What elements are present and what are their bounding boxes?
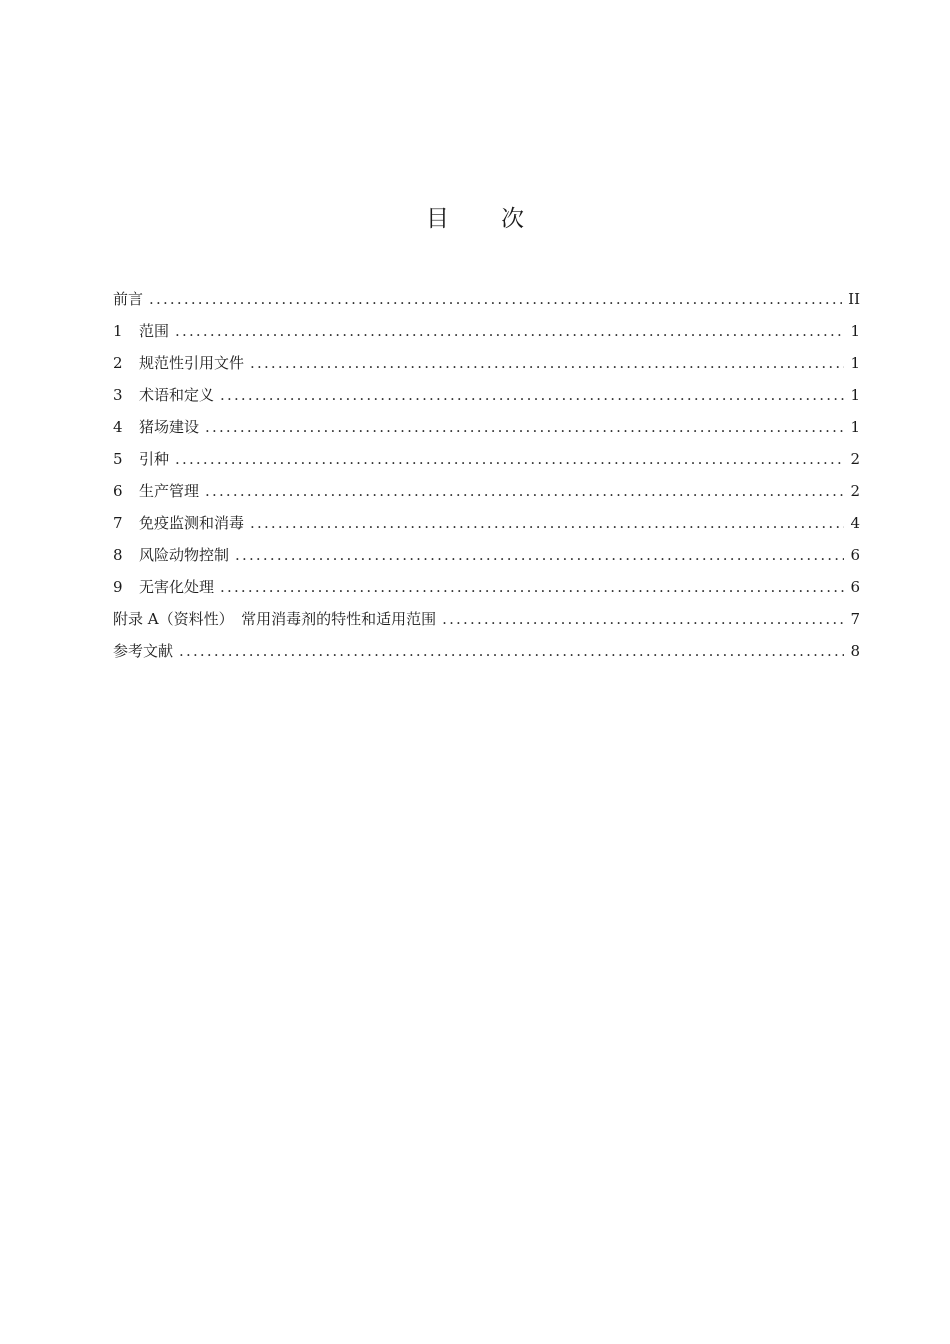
toc-entry-page: 8: [850, 642, 860, 660]
toc-entry-page: 2: [850, 482, 860, 500]
toc-entry-number: 5: [113, 450, 123, 468]
toc-entry-introduction[interactable]: [113, 443, 860, 475]
toc-entry-page: 1: [850, 386, 860, 404]
toc-title-part1: 目: [426, 206, 449, 232]
toc-dot-leader: [220, 379, 844, 411]
toc-entry-number: 1: [113, 322, 123, 340]
toc-dot-leader: [250, 507, 844, 539]
toc-entry-page: 1: [850, 322, 860, 340]
toc-dot-leader: [179, 635, 844, 667]
toc-entry-immunization-disinfection[interactable]: [113, 507, 860, 539]
toc-entry-page: 2: [850, 450, 860, 468]
toc-entry-production-management[interactable]: [113, 475, 860, 507]
toc-entry-page: 7: [850, 610, 860, 628]
toc-entry-number: 9: [113, 578, 123, 596]
toc-entry-normative-references[interactable]: [113, 347, 860, 379]
toc-entry-label: 参考文献: [113, 642, 174, 660]
table-of-contents: [113, 283, 860, 667]
toc-entry-label: 免疫监测和消毒: [139, 514, 245, 532]
toc-entry-label: 生产管理: [139, 482, 200, 500]
toc-entry-label: 规范性引用文件: [139, 354, 245, 372]
toc-dot-leader: [250, 347, 844, 379]
toc-entry-page: 1: [850, 354, 860, 372]
toc-dot-leader: [175, 315, 844, 347]
toc-entry-number: 2: [113, 354, 123, 372]
toc-entry-scope[interactable]: [113, 315, 860, 347]
toc-entry-page: 1: [850, 418, 860, 436]
toc-dot-leader: [205, 475, 844, 507]
toc-entry-number: 7: [113, 514, 123, 532]
toc-entry-number: 6: [113, 482, 123, 500]
toc-entry-label: 术语和定义: [139, 386, 215, 404]
toc-dot-leader: [175, 443, 844, 475]
toc-dot-leader: [149, 283, 842, 315]
toc-entry-terms-definitions[interactable]: [113, 379, 860, 411]
toc-entry-bibliography[interactable]: [113, 635, 860, 667]
toc-entry-label: 前言: [113, 290, 144, 308]
toc-entry-page: 4: [850, 514, 860, 532]
toc-entry-number: 3: [113, 386, 123, 404]
toc-entry-risk-animal-control[interactable]: [113, 539, 860, 571]
toc-entry-label: 风险动物控制: [139, 546, 230, 564]
toc-entry-page: 6: [850, 578, 860, 596]
toc-title-part2: 次: [501, 206, 524, 232]
toc-entry-appendix-a[interactable]: [113, 603, 860, 635]
toc-dot-leader: [220, 571, 844, 603]
toc-entry-foreword[interactable]: [113, 283, 860, 315]
toc-entry-number: 8: [113, 546, 123, 564]
toc-dot-leader: [205, 411, 844, 443]
toc-entry-label: 猪场建设: [139, 418, 200, 436]
toc-dot-leader: [442, 603, 844, 635]
toc-entry-label: 无害化处理: [139, 578, 215, 596]
toc-entry-page: 6: [850, 546, 860, 564]
toc-entry-number: 4: [113, 418, 123, 436]
toc-dot-leader: [235, 539, 844, 571]
toc-entry-harmless-treatment[interactable]: [113, 571, 860, 603]
toc-entry-label: 引种: [139, 450, 170, 468]
toc-entry-page: II: [848, 290, 860, 308]
toc-title: [0, 200, 950, 233]
toc-entry-farm-construction[interactable]: [113, 411, 860, 443]
toc-entry-label: 附录 A（资料性） 常用消毒剂的特性和适用范围: [113, 610, 437, 628]
toc-entry-label: 范围: [139, 322, 170, 340]
